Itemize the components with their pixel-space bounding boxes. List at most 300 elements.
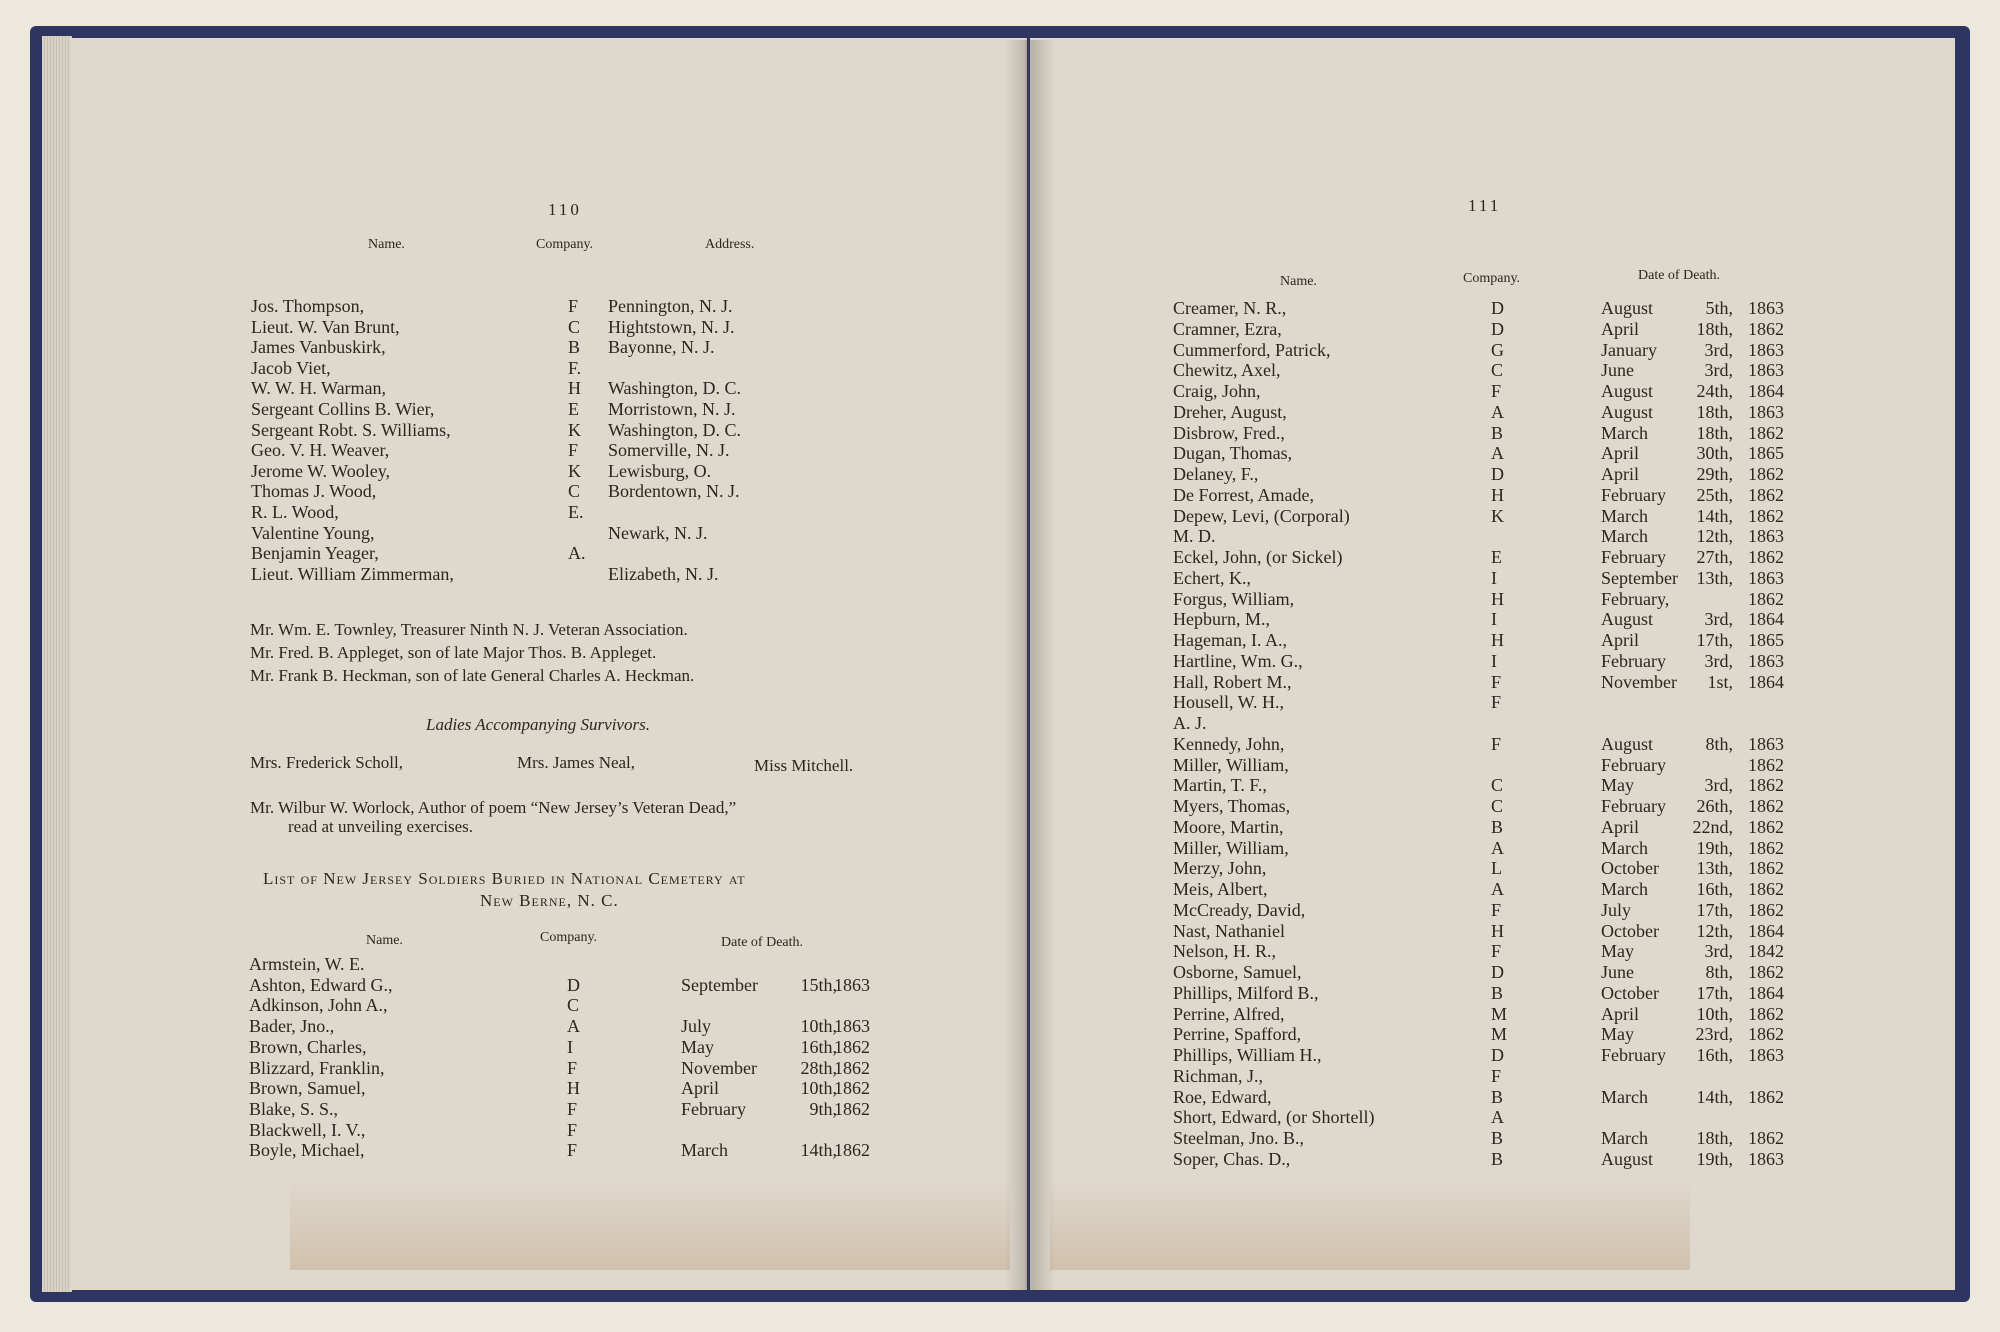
- soldier-name: Sergeant Robt. S. Williams,: [251, 419, 451, 440]
- company-letter: F: [568, 296, 579, 316]
- death-day: 19th,: [1696, 837, 1733, 858]
- burial-row: [1030, 692, 1955, 712]
- death-day: 12th,: [1696, 920, 1733, 941]
- death-day: 18th,: [1696, 401, 1733, 422]
- company-letter: B: [568, 337, 581, 358]
- death-year: 1863: [1748, 526, 1784, 547]
- soldier-name: Bader, Jno.,: [249, 1016, 335, 1037]
- soldier-name: Phillips, William H.,: [1173, 1045, 1322, 1065]
- company-letter: H: [1491, 630, 1504, 650]
- death-day: 14th,: [1696, 505, 1733, 526]
- soldier-name: A. J.: [1173, 713, 1207, 733]
- death-year: 1863: [1748, 339, 1784, 360]
- burial-row: [1030, 1024, 1955, 1044]
- company-letter: D: [1491, 464, 1504, 484]
- death-day: 18th,: [1696, 422, 1733, 443]
- death-day: 1st,: [1707, 671, 1733, 692]
- burial-list-right: [1030, 38, 1955, 1290]
- address: Morristown, N. J.: [608, 399, 736, 419]
- death-day: 19th,: [1696, 1148, 1733, 1169]
- death-year: 1862: [1748, 422, 1784, 443]
- burial-row: [1030, 609, 1955, 629]
- company-letter: H: [568, 378, 581, 399]
- soldier-name: Armstein, W. E.: [249, 954, 365, 974]
- burial-row: [1030, 921, 1955, 941]
- death-month: February: [1601, 754, 1666, 775]
- burial-row: [1030, 360, 1955, 380]
- company-letter: D: [567, 974, 580, 995]
- company-letter: I: [1491, 650, 1497, 671]
- soldier-name: Steelman, Jno. B.,: [1173, 1128, 1304, 1148]
- soldier-name: Merzy, John,: [1173, 858, 1267, 879]
- soldier-name: Forgus, William,: [1173, 588, 1295, 609]
- soldier-name: Adkinson, John A.,: [249, 995, 388, 1016]
- burial-row: [70, 1078, 1025, 1098]
- burial-row: [1030, 755, 1955, 775]
- burial-company-header: Company.: [540, 930, 598, 945]
- death-day: 26th,: [1696, 796, 1733, 816]
- soldier-name: McCready, David,: [1173, 899, 1306, 920]
- soldier-name: Creamer, N. R.,: [1173, 298, 1287, 318]
- company-letter: C: [1491, 796, 1504, 816]
- company-letter: E: [1491, 547, 1502, 567]
- company-letter: D: [1491, 962, 1504, 982]
- death-month: June: [1601, 360, 1634, 381]
- death-day: 27th,: [1696, 547, 1733, 567]
- death-year: 1863: [834, 1016, 870, 1037]
- soldier-name: W. W. H. Warman,: [251, 378, 387, 399]
- death-day: 8th,: [1705, 733, 1733, 754]
- death-year: 1862: [1748, 1003, 1784, 1024]
- address: Elizabeth, N. J.: [608, 563, 719, 584]
- page-number: 110: [548, 200, 582, 219]
- burial-row: [1030, 1107, 1955, 1127]
- death-year: 1863: [1748, 1045, 1784, 1065]
- soldier-name: Hageman, I. A.,: [1173, 630, 1287, 650]
- death-year: 1862: [1748, 547, 1784, 567]
- death-month: August: [1601, 1148, 1654, 1169]
- death-year: 1864: [1748, 671, 1784, 692]
- death-month: March: [1601, 422, 1648, 443]
- death-day: 16th,: [800, 1036, 837, 1057]
- soldier-name: Short, Edward, (or Shortell): [1173, 1107, 1375, 1128]
- company-letter: F: [567, 1119, 578, 1140]
- death-year: 1862: [834, 1057, 870, 1078]
- address: Pennington, N. J.: [608, 296, 733, 316]
- death-month: March: [1601, 1086, 1648, 1107]
- company-letter: I: [1491, 609, 1497, 630]
- soldier-name: Perrine, Alfred,: [1173, 1003, 1285, 1024]
- address: Washington, D. C.: [608, 378, 742, 399]
- death-day: 16th,: [1696, 879, 1733, 899]
- company-letter: H: [1491, 588, 1504, 609]
- company-column-header: Company.: [1463, 271, 1521, 286]
- company-letter: F: [1491, 1065, 1502, 1086]
- soldier-name: Blake, S. S.,: [249, 1098, 339, 1119]
- burial-row: [1030, 464, 1955, 484]
- address: Newark, N. J.: [608, 522, 708, 543]
- death-year: 1863: [1748, 567, 1784, 588]
- death-day: 30th,: [1696, 443, 1733, 464]
- burial-row: [1030, 962, 1955, 982]
- death-year: 1862: [1748, 775, 1784, 796]
- company-letter: B: [1491, 422, 1504, 443]
- burial-row: [1030, 1066, 1955, 1086]
- death-year: 1865: [1748, 630, 1784, 650]
- soldier-name: Blizzard, Franklin,: [249, 1057, 385, 1078]
- death-year: 1862: [1748, 1128, 1784, 1148]
- burial-row: [1030, 1149, 1955, 1169]
- death-day: 14th,: [800, 1140, 837, 1161]
- soldier-name: Geo. V. H. Weaver,: [251, 440, 390, 461]
- soldier-name: Cramner, Ezra,: [1173, 318, 1282, 339]
- death-month: May: [1601, 941, 1634, 962]
- soldier-name: R. L. Wood,: [251, 502, 339, 522]
- soldier-name: Hepburn, M.,: [1173, 609, 1270, 630]
- soldier-name: Dugan, Thomas,: [1173, 443, 1293, 464]
- soldier-name: Blackwell, I. V.,: [249, 1119, 366, 1140]
- company-letter: C: [567, 995, 580, 1016]
- soldier-name: Jos. Thompson,: [251, 296, 365, 316]
- death-day: 17th,: [1696, 899, 1733, 920]
- death-month: February: [1601, 796, 1666, 816]
- company-letter: A: [1491, 1107, 1504, 1128]
- death-month: May: [1601, 1024, 1634, 1045]
- burial-row: [1030, 1128, 1955, 1148]
- soldier-name: Dreher, August,: [1173, 401, 1287, 422]
- burial-name-header: Name.: [366, 933, 403, 948]
- death-month: October: [1601, 858, 1659, 879]
- death-month: March: [1601, 879, 1648, 899]
- company-letter: B: [1491, 982, 1504, 1003]
- death-year: 1863: [1748, 650, 1784, 671]
- death-day: 25th,: [1696, 484, 1733, 505]
- soldier-name: Valentine Young,: [251, 522, 375, 543]
- burial-row: [1030, 900, 1955, 920]
- soldier-name: Meis, Albert,: [1173, 879, 1268, 899]
- death-month: February: [1601, 1045, 1666, 1065]
- lady-name: Mrs. Frederick Scholl,: [250, 753, 403, 772]
- death-month: June: [1601, 962, 1634, 982]
- soldier-name: M. D.: [1173, 526, 1216, 547]
- soldier-name: Richman, J.,: [1173, 1065, 1263, 1086]
- death-year: 1862: [1748, 796, 1784, 816]
- death-year: 1863: [834, 974, 870, 995]
- death-day: 24th,: [1696, 381, 1733, 401]
- guest-line: Mr. Frank B. Heckman, son of late General Charles A. Heckman.: [250, 666, 695, 685]
- soldier-name: Brown, Charles,: [249, 1036, 367, 1057]
- death-day: 3rd,: [1704, 609, 1733, 630]
- soldier-name: Sergeant Collins B. Wier,: [251, 399, 435, 419]
- company-letter: D: [1491, 318, 1504, 339]
- soldier-name: Hall, Robert M.,: [1173, 671, 1292, 692]
- death-year: 1863: [1748, 1148, 1784, 1169]
- guest-line: Mr. Fred. B. Appleget, son of late Major Thos. B. Appleget.: [250, 643, 657, 662]
- burial-row: [1030, 983, 1955, 1003]
- burial-row: [1030, 443, 1955, 463]
- lady-name: Miss Mitchell.: [754, 756, 854, 775]
- company-letter: M: [1491, 1024, 1508, 1045]
- death-day: 3rd,: [1704, 775, 1733, 796]
- death-month: October: [1601, 920, 1659, 941]
- death-day: 16th,: [1696, 1045, 1733, 1065]
- death-day: 17th,: [1696, 630, 1733, 650]
- company-letter: F: [1491, 941, 1502, 962]
- soldier-name: Boyle, Michael,: [249, 1140, 365, 1161]
- death-month: August: [1601, 609, 1654, 630]
- company-letter: D: [1491, 298, 1504, 318]
- death-day: 9th,: [809, 1098, 837, 1119]
- soldier-name: Jerome W. Wooley,: [251, 460, 391, 481]
- page-number: 111: [1468, 196, 1502, 215]
- death-month: January: [1601, 339, 1657, 360]
- death-year: 1864: [1748, 609, 1784, 630]
- soldier-name: Lieut. W. Van Brunt,: [251, 316, 400, 337]
- death-year: 1862: [1748, 837, 1784, 858]
- soldier-name: Jacob Viet,: [251, 357, 331, 378]
- burial-row: [1030, 1087, 1955, 1107]
- death-year: 1864: [1748, 381, 1784, 401]
- death-year: 1862: [834, 1140, 870, 1161]
- burial-row: [1030, 941, 1955, 961]
- burial-row: [70, 1058, 1025, 1078]
- soldier-name: Delaney, F.,: [1173, 464, 1259, 484]
- death-year: 1862: [1748, 464, 1784, 484]
- death-day: 8th,: [1705, 962, 1733, 982]
- company-letter: L: [1491, 858, 1502, 879]
- company-letter: F: [568, 440, 579, 461]
- burial-row: [1030, 402, 1955, 422]
- death-month: April: [1601, 630, 1639, 650]
- soldier-name: James Vanbuskirk,: [251, 337, 386, 358]
- company-letter: F: [567, 1098, 578, 1119]
- company-letter: B: [1491, 1086, 1504, 1107]
- burial-row: [1030, 506, 1955, 526]
- death-year: 1863: [1748, 298, 1784, 318]
- burial-row: [1030, 630, 1955, 650]
- death-day: 13th,: [1696, 567, 1733, 588]
- death-day: 22nd,: [1692, 816, 1733, 837]
- soldier-name: Miller, William,: [1173, 837, 1289, 858]
- death-year: 1862: [834, 1078, 870, 1099]
- death-month: March: [1601, 1128, 1648, 1148]
- company-letter: F: [1491, 671, 1502, 692]
- death-month: April: [681, 1078, 719, 1099]
- death-month: March: [1601, 505, 1648, 526]
- burial-row: [70, 1099, 1025, 1119]
- company-letter: F: [1491, 381, 1502, 401]
- burial-row: [1030, 838, 1955, 858]
- burial-row: [1030, 589, 1955, 609]
- death-year: 1862: [1748, 754, 1784, 775]
- company-letter: A: [1491, 837, 1504, 858]
- burial-row: [1030, 568, 1955, 588]
- date-column-header: Date of Death.: [1638, 268, 1721, 283]
- soldier-name: Nelson, H. R.,: [1173, 941, 1276, 962]
- company-letter: F: [1491, 733, 1502, 754]
- poem-credit-continued: read at unveiling exercises.: [288, 817, 474, 836]
- poem-credit: Mr. Wilbur W. Worlock, Author of poem “New Jersey’s Veteran Dead,”: [250, 798, 737, 817]
- death-day: 3rd,: [1704, 339, 1733, 360]
- name-column-header: Name.: [368, 237, 405, 252]
- burial-row: [1030, 340, 1955, 360]
- death-day: 15th,: [800, 974, 837, 995]
- soldier-name: Nast, Nathaniel: [1173, 920, 1285, 941]
- soldier-name: Chewitz, Axel,: [1173, 360, 1281, 381]
- soldier-name: Hartline, Wm. G.,: [1173, 650, 1303, 671]
- death-year: 1862: [1748, 962, 1784, 982]
- death-month: September: [1601, 567, 1678, 588]
- burial-row: [1030, 817, 1955, 837]
- burial-row: [70, 1016, 1025, 1036]
- death-year: 1862: [1748, 588, 1784, 609]
- soldier-name: Craig, John,: [1173, 381, 1261, 401]
- death-month: March: [1601, 837, 1648, 858]
- death-month: April: [1601, 1003, 1639, 1024]
- company-letter: M: [1491, 1003, 1508, 1024]
- company-letter: A: [1491, 443, 1504, 464]
- death-month: August: [1601, 381, 1654, 401]
- address: Hightstown, N. J.: [608, 316, 735, 337]
- death-year: 1864: [1748, 920, 1784, 941]
- death-month: February: [1601, 484, 1666, 505]
- company-letter: H: [1491, 920, 1504, 941]
- burial-row: [70, 1037, 1025, 1057]
- soldier-name: Moore, Martin,: [1173, 816, 1284, 837]
- company-letter: C: [568, 316, 581, 337]
- soldier-name: Disbrow, Fred.,: [1173, 422, 1285, 443]
- company-letter: B: [1491, 1128, 1504, 1148]
- death-day: 17th,: [1696, 982, 1733, 1003]
- death-month: April: [1601, 464, 1639, 484]
- death-month: October: [1601, 982, 1659, 1003]
- name-column-header: Name.: [1280, 274, 1317, 289]
- death-day: 28th,: [800, 1057, 837, 1078]
- company-letter: A.: [568, 543, 586, 564]
- death-day: 10th,: [800, 1016, 837, 1037]
- death-month: August: [1601, 401, 1654, 422]
- death-month: September: [681, 974, 758, 995]
- soldier-name: Benjamin Yeager,: [251, 543, 379, 564]
- company-letter: C: [1491, 775, 1504, 796]
- soldier-name: De Forrest, Amade,: [1173, 484, 1314, 505]
- lady-name: Mrs. James Neal,: [517, 753, 636, 772]
- soldier-name: Osborne, Samuel,: [1173, 962, 1302, 982]
- death-year: 1862: [834, 1036, 870, 1057]
- death-day: 10th,: [800, 1078, 837, 1099]
- right-page: [1030, 38, 1955, 1290]
- death-day: 3rd,: [1704, 941, 1733, 962]
- company-letter: E: [568, 399, 579, 419]
- burial-row: [70, 995, 1025, 1015]
- death-month: February: [1601, 650, 1666, 671]
- company-letter: G: [1491, 339, 1504, 360]
- burial-row: [1030, 1045, 1955, 1065]
- death-year: 1862: [1748, 1024, 1784, 1045]
- address: Somerville, N. J.: [608, 440, 730, 461]
- death-year: 1862: [1748, 505, 1784, 526]
- company-letter: A: [1491, 879, 1504, 899]
- list-title-location: New Berne, N. C.: [480, 891, 619, 910]
- company-letter: K: [1491, 505, 1504, 526]
- company-letter: K: [568, 419, 581, 440]
- company-letter: K: [568, 460, 581, 481]
- burial-row: [1030, 651, 1955, 671]
- company-letter: A: [567, 1016, 580, 1037]
- soldier-name: Phillips, Milford B.,: [1173, 982, 1319, 1003]
- death-day: 13th,: [1696, 858, 1733, 879]
- company-letter: F: [567, 1057, 578, 1078]
- death-month: August: [1601, 298, 1654, 318]
- death-month: July: [681, 1016, 712, 1037]
- death-year: 1862: [1748, 858, 1784, 879]
- soldier-name: Myers, Thomas,: [1173, 796, 1291, 816]
- company-letter: C: [1491, 360, 1504, 381]
- burial-row: [70, 975, 1025, 995]
- guest-line: Mr. Wm. E. Townley, Treasurer Ninth N. J. Veteran Association.: [250, 620, 688, 639]
- death-day: 14th,: [1696, 1086, 1733, 1107]
- death-month: August: [1601, 733, 1654, 754]
- death-day: 5th,: [1705, 298, 1733, 318]
- ladies-heading: Ladies Accompanying Survivors.: [426, 715, 650, 734]
- soldier-name: Perrine, Spafford,: [1173, 1024, 1302, 1045]
- death-day: 10th,: [1696, 1003, 1733, 1024]
- company-letter: H: [1491, 484, 1504, 505]
- list-title: List of New Jersey Soldiers Buried in National Cemetery at: [263, 869, 746, 888]
- address: Bordentown, N. J.: [608, 481, 740, 502]
- soldier-name: Echert, K.,: [1173, 567, 1251, 588]
- death-month: March: [1601, 526, 1648, 547]
- soldier-name: Brown, Samuel,: [249, 1078, 366, 1099]
- death-day: 3rd,: [1704, 360, 1733, 381]
- burial-row: [1030, 858, 1955, 878]
- soldier-name: Martin, T. F.,: [1173, 775, 1267, 796]
- death-month: July: [1601, 899, 1632, 920]
- soldier-name: Cummerford, Patrick,: [1173, 339, 1331, 360]
- burial-row: [1030, 1004, 1955, 1024]
- death-year: 1863: [1748, 401, 1784, 422]
- death-month: February: [681, 1098, 746, 1119]
- death-day: 18th,: [1696, 318, 1733, 339]
- death-year: 1862: [834, 1098, 870, 1119]
- burial-row: [1030, 381, 1955, 401]
- burial-row: [70, 954, 1025, 974]
- company-letter: F: [567, 1140, 578, 1161]
- death-month: April: [1601, 816, 1639, 837]
- death-day: 12th,: [1696, 526, 1733, 547]
- burial-row: [1030, 547, 1955, 567]
- company-letter: F.: [568, 357, 582, 378]
- death-month: November: [1601, 671, 1677, 692]
- death-month: February: [1601, 547, 1666, 567]
- company-letter: D: [1491, 1045, 1504, 1065]
- soldier-name: Kennedy, John,: [1173, 733, 1285, 754]
- soldier-name: Housell, W. H.,: [1173, 692, 1285, 713]
- burial-row: [1030, 672, 1955, 692]
- death-year: 1864: [1748, 982, 1784, 1003]
- address: Lewisburg, O.: [608, 460, 712, 481]
- death-year: 1862: [1748, 318, 1784, 339]
- death-month: April: [1601, 443, 1639, 464]
- burial-row: [1030, 298, 1955, 318]
- soldier-name: Roe, Edward,: [1173, 1086, 1272, 1107]
- death-day: 18th,: [1696, 1128, 1733, 1148]
- death-month: November: [681, 1057, 757, 1078]
- left-page: [70, 38, 1027, 1290]
- burial-row: [1030, 423, 1955, 443]
- death-month: March: [681, 1140, 728, 1161]
- death-year: 1862: [1748, 899, 1784, 920]
